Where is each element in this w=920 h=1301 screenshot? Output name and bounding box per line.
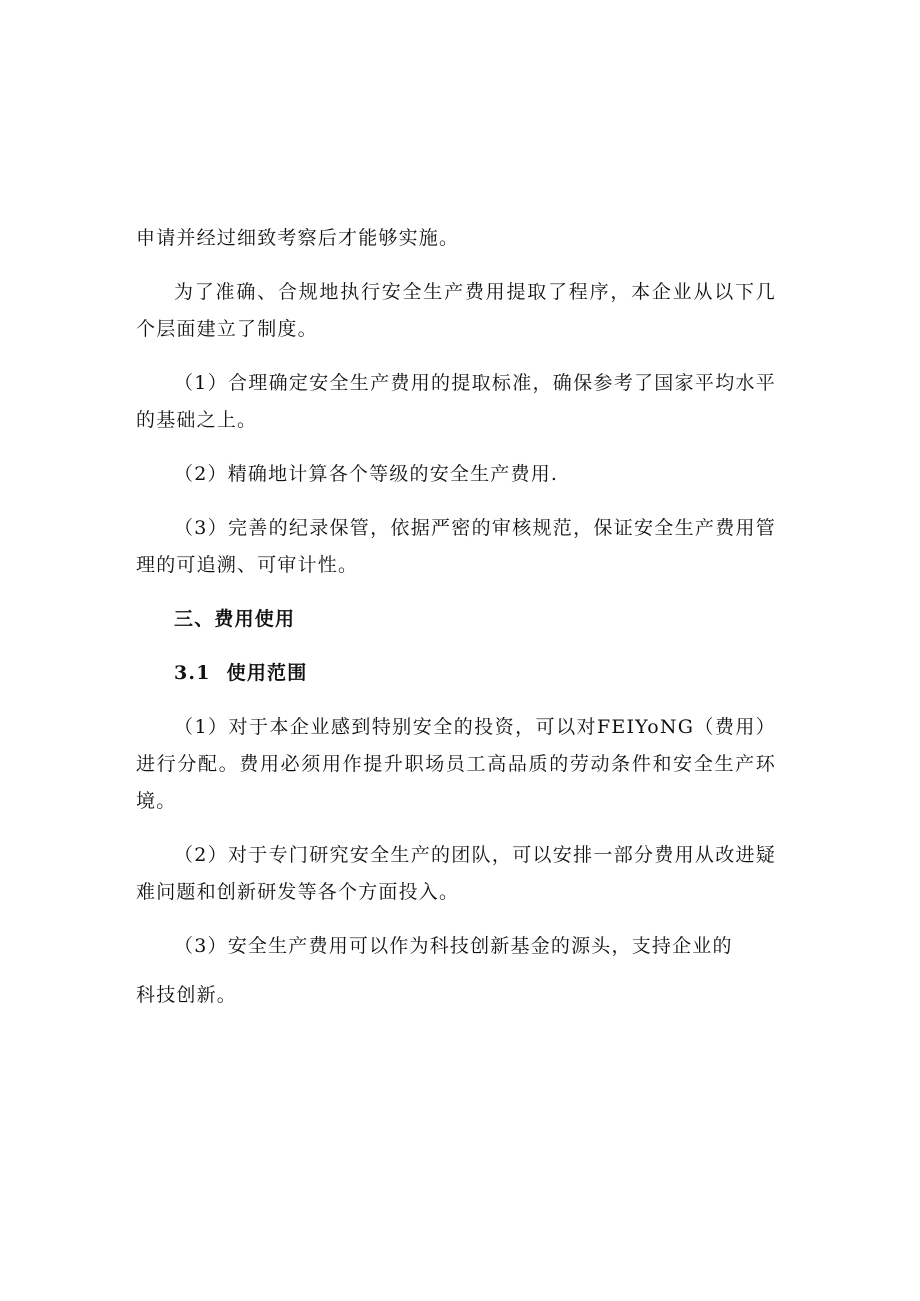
paragraph-item-2: （2）精确地计算各个等级的安全生产费用. xyxy=(174,463,559,485)
section-heading: 三、费用使用 xyxy=(174,608,296,630)
paragraph-continuation: 申请并经过细致考察后才能够实施。 xyxy=(136,227,460,249)
subsection-title: 使用范围 xyxy=(226,662,308,684)
subsection-number: 3.1 xyxy=(174,662,211,684)
subsection-heading xyxy=(136,655,776,692)
document-body xyxy=(136,220,776,1014)
paragraph-intro: 为了准确、合规地执行安全生产费用提取了程序，本企业从以下几个层面建立了制度。 xyxy=(136,281,776,340)
usage-item-3-tail: 科技创新。 xyxy=(136,984,238,1006)
usage-item-3: （3）安全生产费用可以作为科技创新基金的源头，支持企业的 xyxy=(174,935,733,957)
paragraph-item-1: （1）合理确定安全生产费用的提取标准，确保参考了国家平均水平的基础之上。 xyxy=(136,372,776,431)
usage-item-2: （2）对于专门研究安全生产的团队，可以安排一部分费用从改进疑难问题和创新研发等各个方面投入。 xyxy=(136,844,776,903)
usage-item-1: （1）对于本企业感到特别安全的投资，可以对FEIYoNG（费用）进行分配。费用必须用作提升职场员工高品质的劳动条件和安全生产环境。 xyxy=(136,716,776,812)
paragraph-item-3: （3）完善的纪录保管，依据严密的审核规范，保证安全生产费用管理的可追溯、可审计性。 xyxy=(136,517,776,576)
